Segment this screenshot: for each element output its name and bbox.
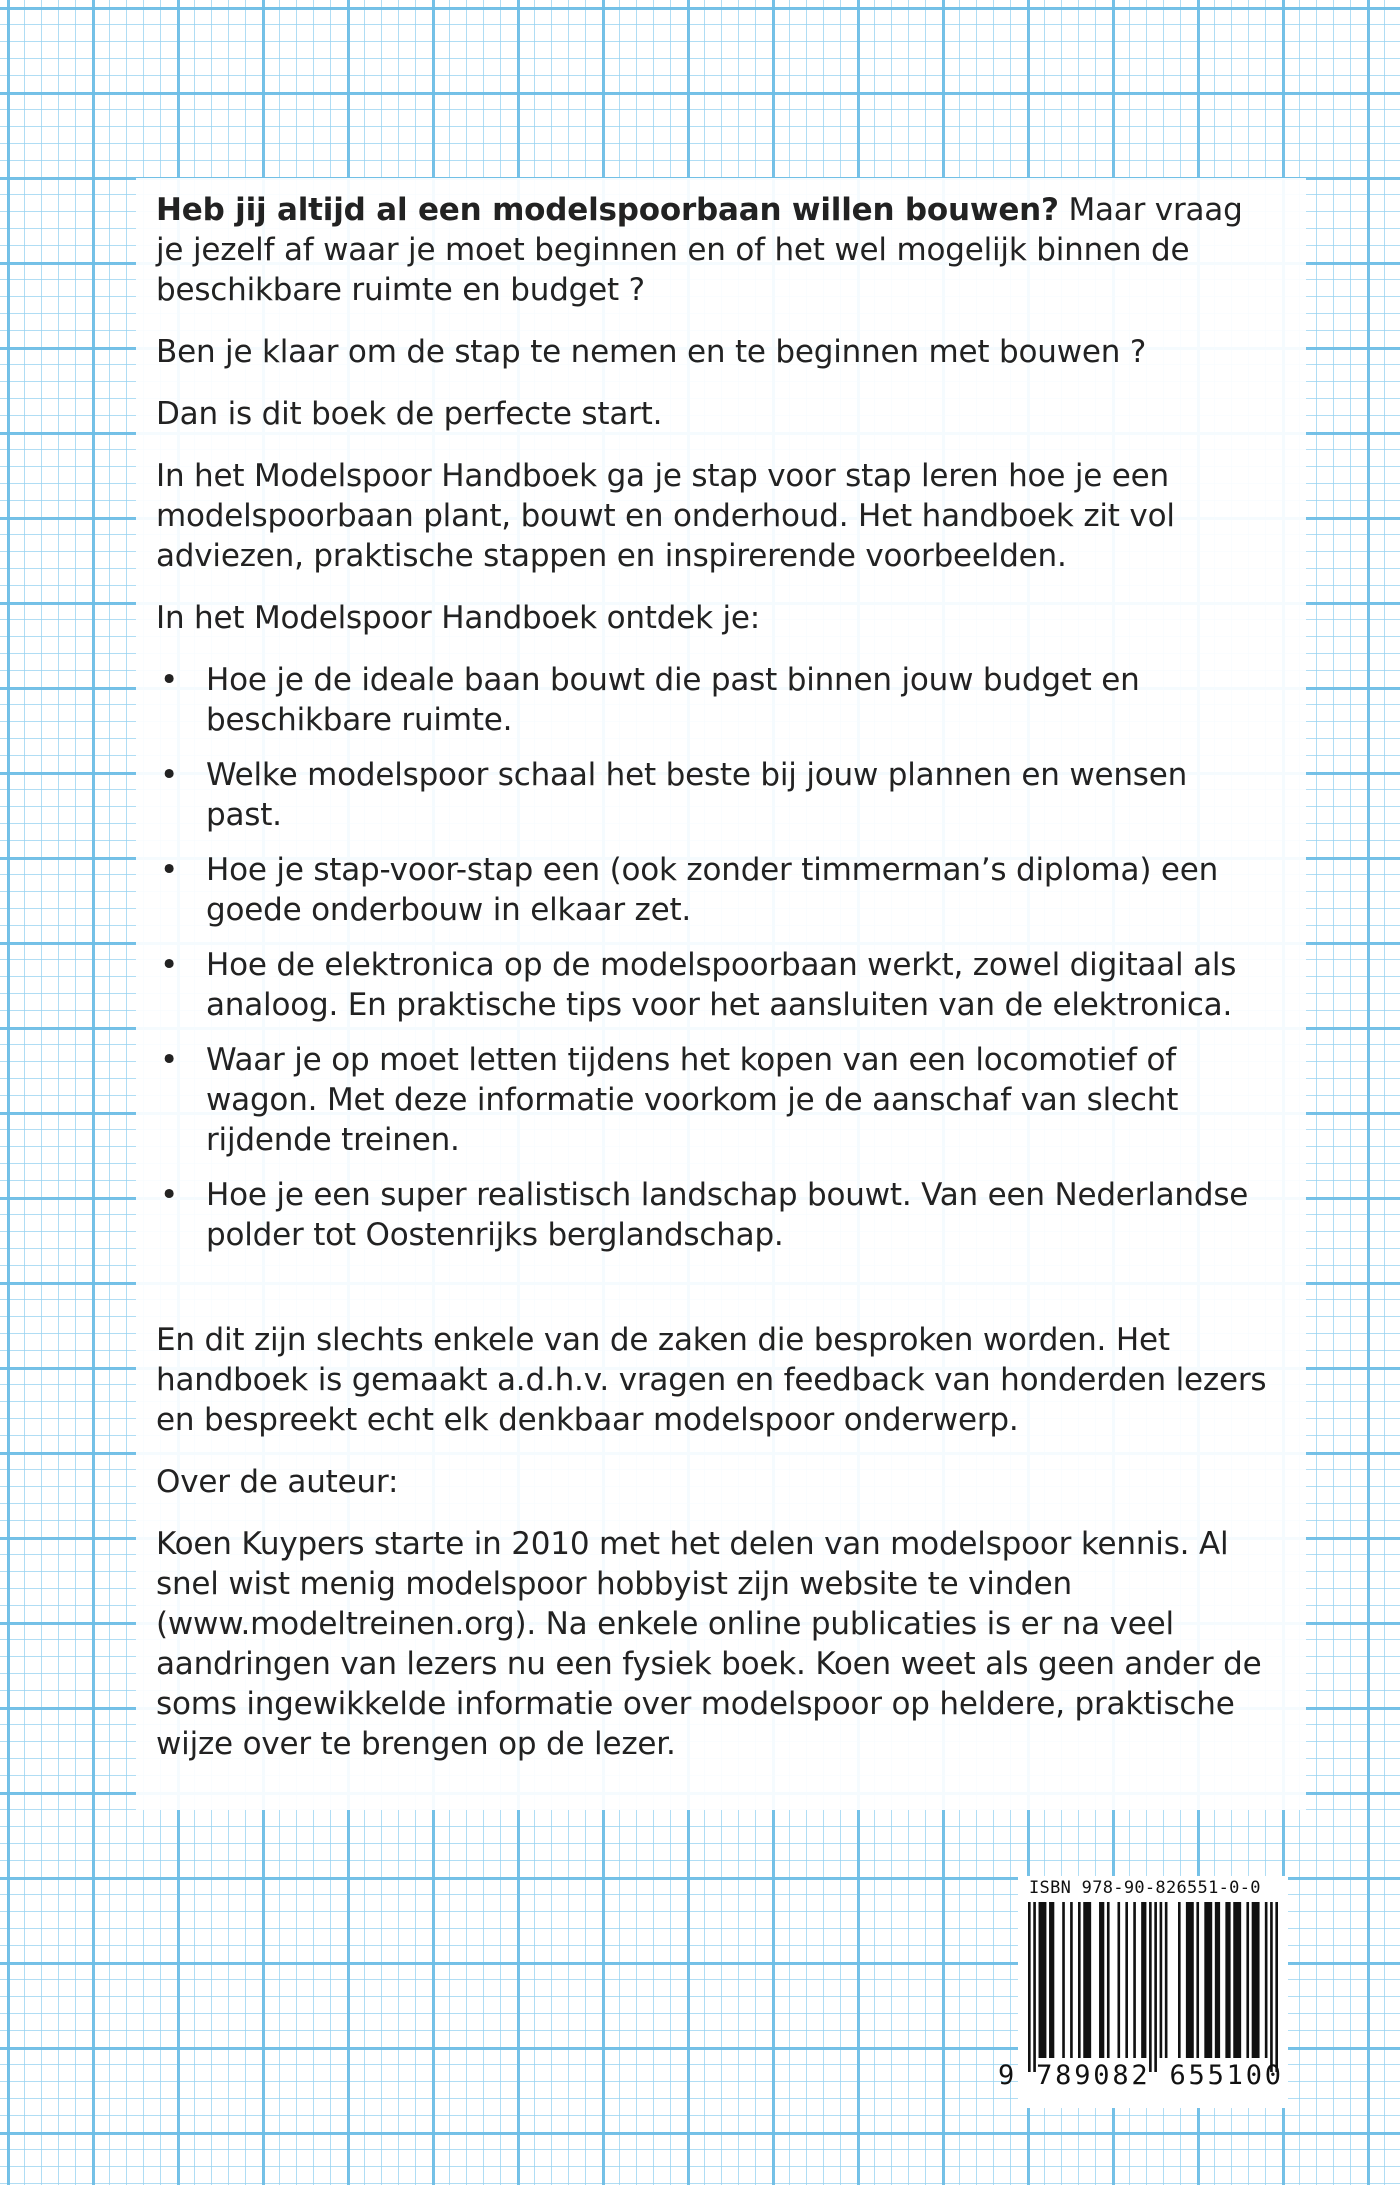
bullet-icon: •	[160, 1177, 179, 1213]
isbn-label: ISBN 978-90-826551-0-0	[1029, 1878, 1261, 1898]
barcode-bar	[1083, 1902, 1091, 2058]
barcode-bar	[1049, 1902, 1054, 2058]
barcode-bar	[1039, 1902, 1047, 2058]
barcode-bar	[1225, 1902, 1230, 2058]
author-heading: Over de auteur:	[156, 1464, 399, 1500]
bullet-icon: •	[160, 1042, 179, 1078]
barcode-bar	[1165, 1902, 1168, 2058]
list-item	[156, 945, 1271, 1025]
bullet-icon: •	[160, 662, 179, 698]
bullet-icon: •	[160, 757, 179, 793]
author-bio: Koen Kuypers starte in 2010 met het delen van modelspoor kennis. Al snel wist menig modelspoor hobbyist zijn website te vinden (www.modeltreinen.org). Na enkele online publicaties is er na veel aandringen van lezers nu een fysiek boek. Koen weet als geen ander de soms ingewikkelde informatie over modelspoor op heldere, praktische wijze over te brengen op de lezer.	[156, 1526, 1262, 1762]
barcode-digits: 9 789082 655100	[998, 2060, 1284, 2091]
barcode-bar	[1070, 1902, 1073, 2058]
barcode-bar	[1062, 1902, 1065, 2058]
ready-paragraph: Ben je klaar om de stap te nemen en te beginnen met bouwen ?	[156, 334, 1147, 370]
list-item	[156, 1040, 1271, 1160]
barcode-bar	[1233, 1902, 1241, 2058]
barcode-bar	[1154, 1902, 1157, 2072]
barcode-bar	[1275, 1902, 1278, 2072]
barcode-bar	[1107, 1902, 1110, 2058]
start-paragraph: Dan is dit boek de perfecte start.	[156, 396, 663, 432]
barcode-bar	[1033, 1902, 1036, 2072]
list-item	[156, 1175, 1271, 1255]
list-item-text: Hoe de elektronica op de modelspoorbaan werkt, zowel digitaal als analoog. En praktische tips voor het aansluiten van de elektronica.	[206, 947, 1237, 1023]
bullet-icon: •	[160, 852, 179, 888]
list-item-text: Welke modelspoor schaal het beste bij jouw plannen en wensen past.	[206, 757, 1188, 833]
isbn-barcode	[998, 1876, 1288, 2108]
handbook-paragraph: In het Modelspoor Handboek ga je stap voor stap leren hoe je een modelspoorbaan plant, bouwt en onderhoud. Het handboek zit vol adviezen, praktische stappen en inspirerende voorbeelden.	[156, 458, 1175, 574]
intro-question: Heb jij altijd al een modelspoorbaan willen bouwen?	[156, 192, 1059, 228]
barcode-bar	[1141, 1902, 1146, 2058]
intro-paragraph	[156, 190, 1271, 310]
barcode-bar	[1028, 1902, 1031, 2072]
barcode-bar	[1178, 1902, 1181, 2058]
list-item	[156, 755, 1271, 835]
list-item-text: Hoe je de ideale baan bouwt die past binnen jouw budget en beschikbare ruimte.	[206, 662, 1140, 738]
barcode-bar	[1265, 1902, 1268, 2058]
barcode-bar	[1246, 1902, 1249, 2058]
barcode-bar	[1204, 1902, 1212, 2058]
barcode-bar	[1252, 1902, 1260, 2058]
barcode-bar	[1099, 1902, 1104, 2058]
summary-paragraph: En dit zijn slechts enkele van de zaken die besproken worden. Het handboek is gemaakt a.d.h.v. vragen en feedback van honderden lezers en bespreekt echt elk denkbaar modelspoor onderwerp.	[156, 1322, 1267, 1438]
barcode-bar	[1160, 1902, 1163, 2058]
list-item	[156, 660, 1271, 740]
feature-list	[156, 660, 1271, 1255]
barcode-bar	[1215, 1902, 1220, 2058]
barcode-bar	[1186, 1902, 1194, 2058]
barcode-bar	[1078, 1902, 1081, 2058]
discover-paragraph: In het Modelspoor Handboek ontdek je:	[156, 600, 761, 636]
list-item-text: Waar je op moet letten tijdens het kopen van een locomotief of wagon. Met deze informatie voorkom je de aanschaf van slecht rijdende treinen.	[206, 1042, 1179, 1158]
bullet-icon: •	[160, 947, 179, 983]
list-item	[156, 850, 1271, 930]
barcode-bar	[1125, 1902, 1128, 2058]
list-item-text: Hoe je een super realistisch landschap bouwt. Van een Nederlandse polder tot Oostenrijks berglandschap.	[206, 1177, 1249, 1253]
list-item-text: Hoe je stap-voor-stap een (ook zonder timmerman’s diploma) een goede onderbouw in elkaar zet.	[206, 852, 1219, 928]
barcode-bar	[1149, 1902, 1152, 2072]
barcode-icon	[1028, 1902, 1278, 2072]
intro-continuation: Maar vraag je jezelf af waar je moet beginnen en of het wel mogelijk binnen de beschikbare ruimte en budget ?	[156, 192, 1243, 308]
barcode-bar	[1270, 1902, 1273, 2072]
barcode-bar	[1133, 1902, 1136, 2058]
barcode-bar	[1196, 1902, 1199, 2058]
barcode-bar	[1117, 1902, 1120, 2058]
back-cover-text	[156, 190, 1271, 1786]
